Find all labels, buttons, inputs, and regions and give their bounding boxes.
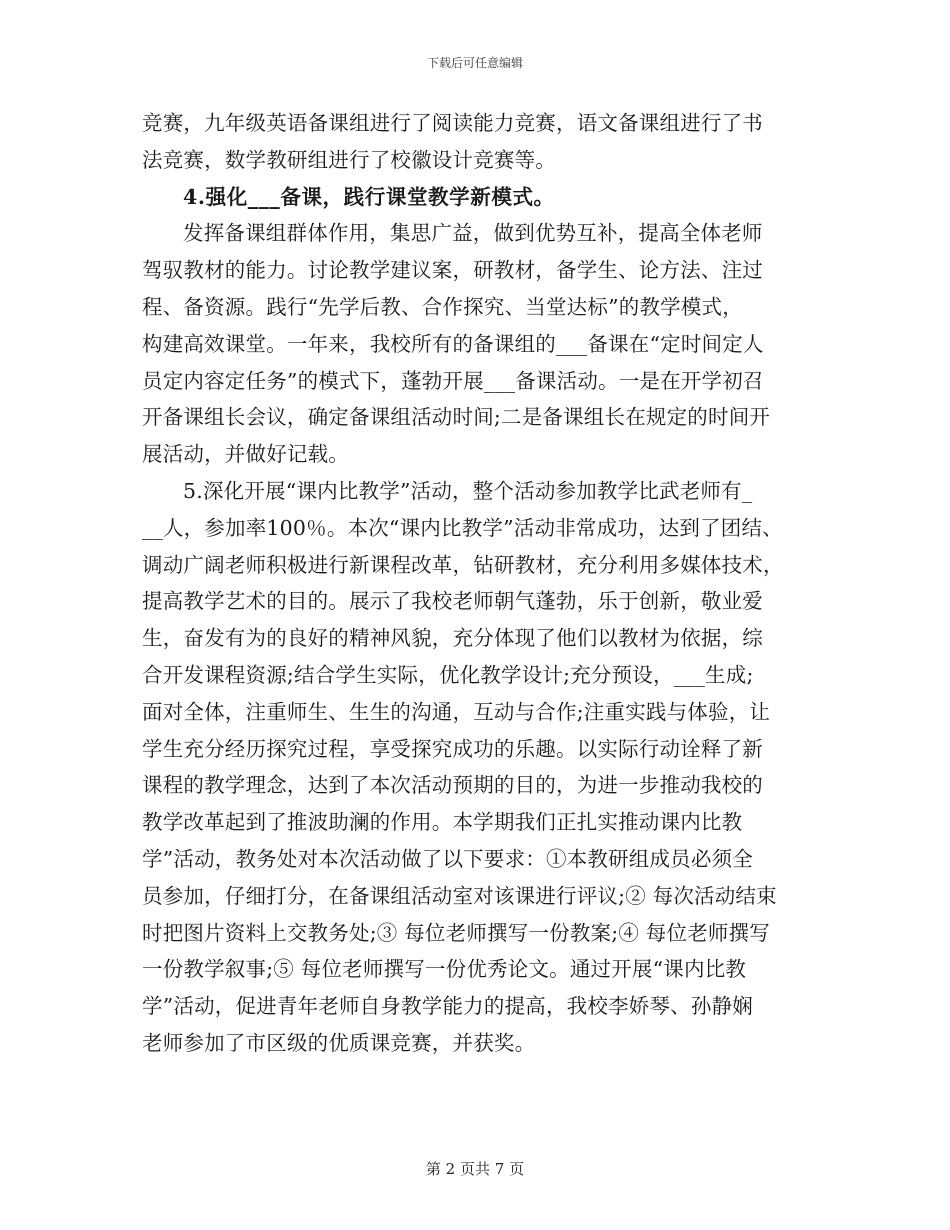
body-text-line: 面对全体，注重师生、生生的沟通，互动与合作;注重实践与体验，让 bbox=[142, 699, 771, 724]
body-text-line: 调动广阔老师积极进行新课程改革，钻研教材，充分利用多媒体技术， bbox=[142, 552, 784, 577]
body-text-line: 员参加，仔细打分，在备课组活动室对该课进行评议;② 每次活动结束 bbox=[142, 883, 777, 908]
body-text-line: 生，奋发有为的良好的精神风貌，充分体现了他们以教材为依据，综 bbox=[142, 626, 763, 651]
body-text-line: 驾驭教材的能力。讨论教学建议案，研教材，备学生、论方法、注过 bbox=[142, 258, 763, 283]
page-header: 下载后可任意编辑 bbox=[426, 56, 523, 70]
body-text-line: 法竞赛，数学教研组进行了校徽设计竞赛等。 bbox=[142, 147, 556, 172]
body-text-line: 学生充分经历探究过程，享受探究成功的乐趣。以实际行动诠释了新 bbox=[142, 736, 763, 761]
page-footer: 第 2 页共 7 页 bbox=[425, 1160, 525, 1178]
body-text-line: 合开发课程资源;结合学生实际，优化教学设计;充分预设，___生成; bbox=[142, 662, 754, 687]
body-text-line: 课程的教学理念，达到了本次活动预期的目的，为进一步推动我校的 bbox=[142, 773, 763, 798]
body-text-line: 提高教学艺术的目的。展示了我校老师朝气蓬勃，乐于创新，敬业爱 bbox=[142, 589, 763, 614]
body-text-line: 竞赛，九年级英语备课组进行了阅读能力竞赛，语文备课组进行了书 bbox=[142, 111, 763, 135]
body-text-line: 5.深化开展“课内比教学”活动，整个活动参加教学比武老师有_ bbox=[183, 478, 753, 503]
body-text-line: 员定内容定任务”的模式下，蓬勃开展___备课活动。一是在开学初召 bbox=[142, 368, 764, 393]
body-text-line: __人，参加率100％。本次“课内比教学”活动非常成功，达到了团结、 bbox=[142, 515, 783, 540]
section-heading: 4.强化___备课，践行课堂教学新模式。 bbox=[183, 184, 555, 209]
body-text-line: 构建高效课堂。一年来，我校所有的备课组的___备课在“定时间定人 bbox=[142, 331, 764, 356]
body-text-line: 程、备资源。践行“先学后教、合作探究、当堂达标”的教学模式， bbox=[142, 294, 743, 319]
body-text-line: 学”活动，教务处对本次活动做了以下要求：①本教研组成员必须全 bbox=[142, 846, 753, 871]
body-text-line: 时把图片资料上交教务处;③ 每位老师撰写一份教案;④ 每位老师撰写 bbox=[142, 920, 770, 945]
body-text-line: 老师参加了市区级的优质课竞赛，并获奖。 bbox=[142, 1030, 536, 1055]
body-text-line: 教学改革起到了推波助澜的作用。本学期我们正扎实推动课内比教 bbox=[142, 810, 743, 835]
body-text-line: 展活动，并做好记载。 bbox=[142, 442, 349, 467]
document-body bbox=[142, 105, 832, 1062]
body-text-line: 学”活动，促进青年老师自身教学能力的提高，我校李娇琴、孙静娴 bbox=[142, 994, 753, 1019]
body-text-line: 一份教学叙事;⑤ 每位老师撰写一份优秀论文。通过开展“课内比教 bbox=[142, 957, 747, 982]
body-text-line: 发挥备课组群体作用，集思广益，做到优势互补，提高全体老师 bbox=[183, 221, 763, 246]
body-text-line: 开备课组长会议，确定备课组活动时间;二是备课组长在规定的时间开 bbox=[142, 405, 771, 430]
